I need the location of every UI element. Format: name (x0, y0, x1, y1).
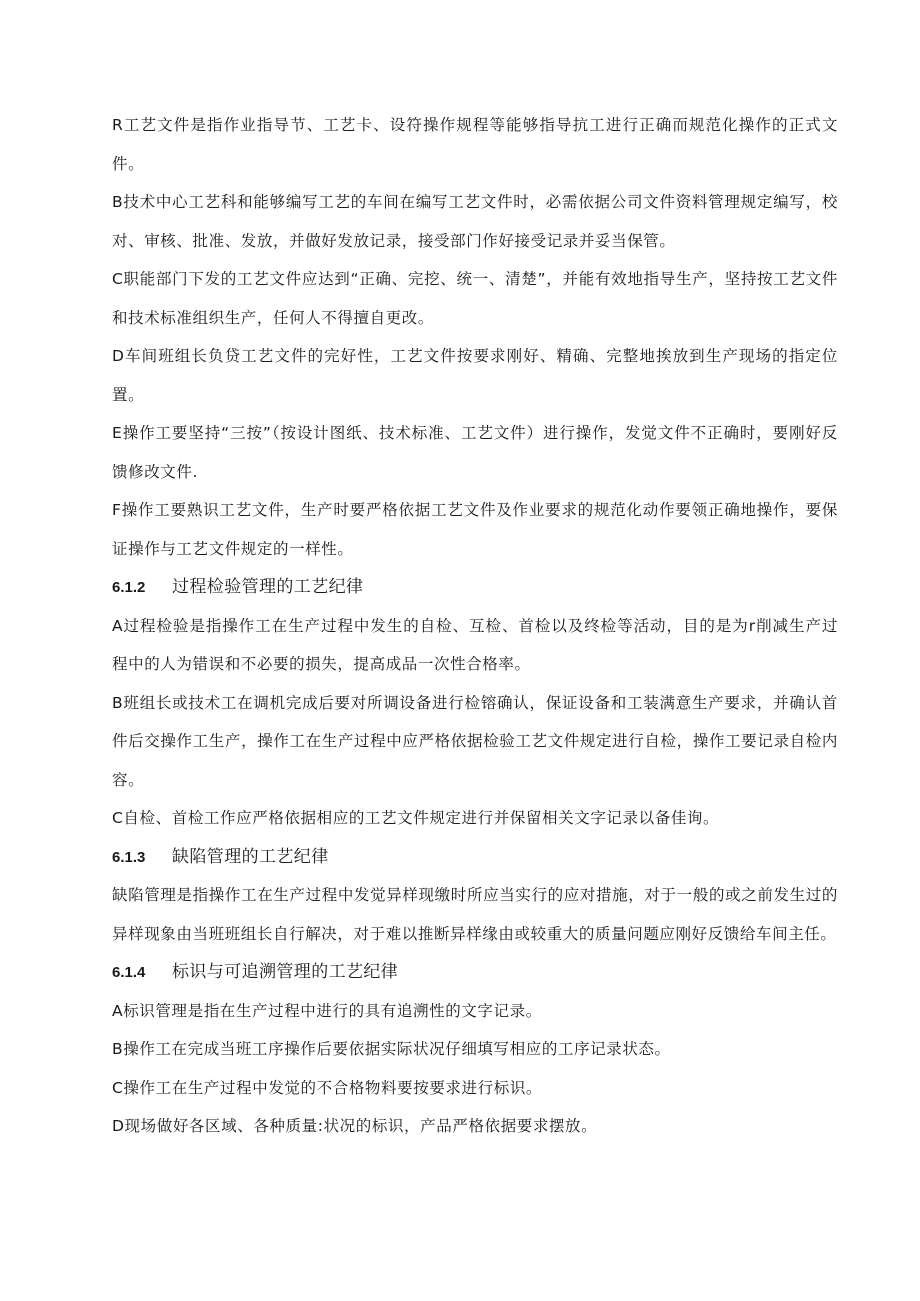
paragraph-d-area-identification: D现场做好各区域、各种质量:状况的标识，产品严格依据要求摆放。 (112, 1117, 598, 1135)
paragraph-a-identification: A标识管理是指在生产过程中进行的具有追溯性的文字记录。 (112, 1001, 542, 1020)
paragraph-e-three-rules: E操作工要坚持“三按”（按设计图纸、技术标准、工艺文件）进行操作，发觉文件不正确时，要刚好反馈修改文件. (112, 424, 838, 481)
paragraph-d-team-leader-duty: D车间班组长负贷工艺文件的完好性，工艺文件按要求刚好、精确、完整地挨放到生产现场的指定位置。 (112, 347, 838, 404)
paragraph-defect-management: 缺陷管理是指操作工在生产过程中发觉异样现缴时所应当实行的应对措施，对于一般的或之前发生过的异样现象由当班班组长自行解决，对于难以推断异样缘由或较重大的质量问题应刚好反馈给车间主任。 (112, 886, 838, 943)
section-heading-6-1-2 (112, 568, 838, 607)
section-number: 6.1.3 (112, 848, 146, 866)
paragraph-c-nonconforming-material: C操作工在生产过程中发觉的不合格物料要按要求进行标识。 (112, 1078, 543, 1097)
paragraph-r-process-documents: R工艺文件是指作业指导节、工艺卡、设符操作规程等能够指导抗工进行正确而规范化操作的正式文件。 (112, 116, 838, 173)
paragraph-c-self-check-records: C自检、首检工作应严格依据相应的工艺文件规定进行并保留相关文字记录以备佳询。 (112, 809, 720, 827)
paragraph-b-document-compilation: B技术中心工艺科和能够编写工艺的车间在编写工艺文件时，必需依据公司文件资料管理规定编写，校对、审核、批准、发放，并做好发放记录，接受部门作好接受记录并妥当保管。 (112, 193, 838, 250)
section-title: 过程检验管理的工艺纪律 (172, 577, 364, 597)
paragraph-b-first-piece-check: B班组长或技术工在调机完成后要对所调设备进行检镕确认，保证设备和工装满意生产要求，并确认首件后交操作工生产，操作工在生产过程中应严格依据检验工艺文件规定进行自检，操作工要记录自检内容。 (112, 693, 838, 789)
section-title: 标识与可追溯管理的工艺纪律 (172, 962, 399, 982)
section-number: 6.1.4 (112, 964, 146, 981)
paragraph-a-process-inspection: A过程检验是指操作工在生产过程中发生的自检、互检、首检以及终检等活动，目的是为r削减生产过程中的人为错误和不必要的损失，提高成品一次性合格率。 (112, 616, 838, 673)
paragraph-c-document-requirements: C职能部门下发的工艺文件应达到“正确、完挖、统一、清楚”，并能有效地指导生产，坚持按工艺文件和技术标准组织生产，任何人不得擅自更改。 (112, 270, 838, 327)
section-heading-6-1-4 (112, 953, 838, 992)
section-title: 缺陷管理的工艺纪律 (172, 846, 329, 867)
section-heading-6-1-3 (112, 838, 838, 877)
document-page (112, 106, 838, 1146)
section-number: 6.1.2 (112, 579, 146, 596)
paragraph-b-shift-records: B操作工在完成当班工序操作后要依据实际状况仔细填写相应的工序记录状态。 (112, 1040, 671, 1058)
paragraph-f-operator-familiarity: F操作工要熟识工艺文件，生产时要严格依据工艺文件及作业要求的规范化动作要领正确地操作，要保证操作与工艺文件规定的一样性。 (112, 501, 838, 558)
